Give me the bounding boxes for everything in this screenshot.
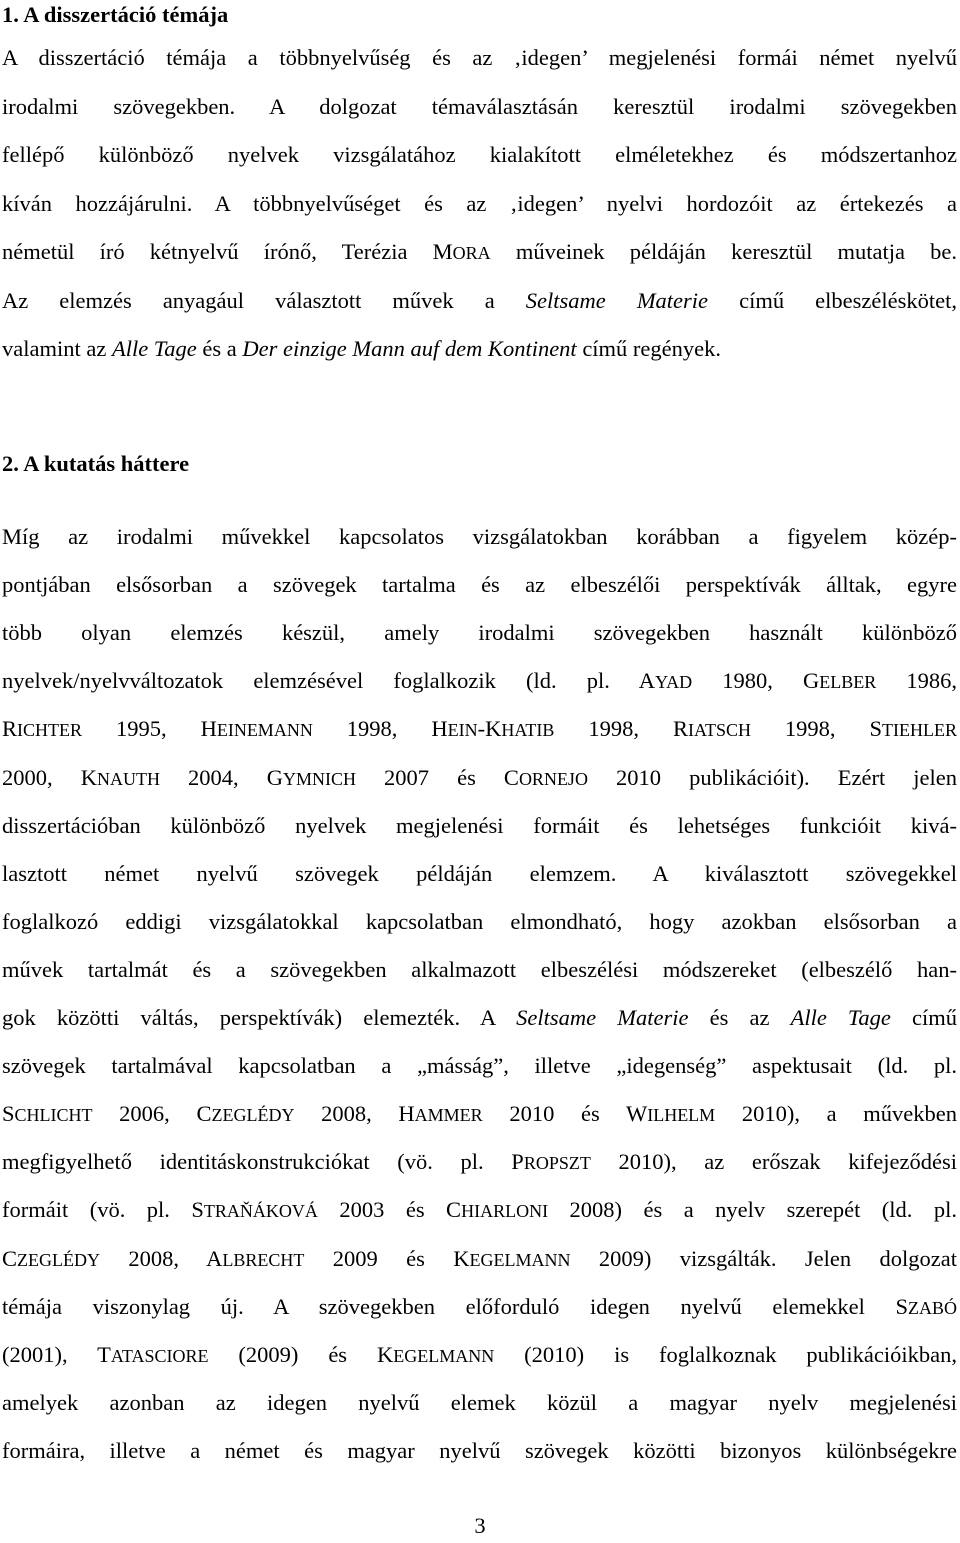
text-line [2, 142, 957, 168]
text-run: 2008, H [294, 1101, 415, 1127]
small-caps-name: TIEHLER [882, 720, 958, 741]
text-line [2, 524, 957, 550]
text-run: 2009) vizsgálták. Jelen dolgozat [570, 1245, 957, 1271]
text-run: témája viszonylag új. A szövegekben előforduló idegen nyelvű elemekkel S [2, 1293, 908, 1319]
small-caps-name: HATIB [501, 720, 555, 741]
text-run: több olyan elemzés készül, amely irodalmi szövegekben használt különböző [2, 620, 957, 646]
small-caps-name: EIN [447, 720, 478, 741]
small-caps-name: ORNEJO [518, 768, 588, 789]
small-caps-name: ZEGLÉDY [211, 1105, 295, 1126]
text-run: pontjában elsősorban a szövegek tartalma és az elbeszélői perspektívák álltak, egyre [2, 572, 957, 598]
text-run: valamint az [2, 336, 112, 361]
text-run: formáit (vö. pl. S [2, 1197, 204, 1223]
small-caps-name: ZABÓ [908, 1297, 957, 1318]
text-line [2, 336, 957, 362]
text-run: 1998, H [312, 716, 448, 742]
small-caps-name: YAD [655, 672, 693, 693]
text-run: kíván hozzájárulni. A többnyelvűséget és az ‚idegen’ nyelvi hordozóit az értekezés a [2, 190, 957, 216]
text-run: és az [688, 1005, 791, 1030]
text-run: formáira, illetve a német és magyar nyelvű szövegek közötti bizonyos különbségekre [2, 1437, 957, 1463]
text-line [2, 239, 957, 266]
text-line [2, 1005, 957, 1031]
text-line [2, 191, 957, 217]
small-caps-name: CHLICHT [14, 1105, 93, 1126]
text-line [2, 909, 957, 935]
text-line [2, 620, 957, 646]
text-line [2, 765, 957, 792]
text-run: irodalmi szövegekben. A dolgozat témaválasztásán keresztül irodalmi szövegekben [2, 93, 957, 119]
small-caps-name: IATSCH [687, 720, 751, 741]
small-caps-name: AMMER [414, 1105, 483, 1126]
italic-title: Seltsame Materie [525, 287, 709, 313]
text-line [2, 861, 957, 887]
small-caps-name: ILHELM [647, 1105, 716, 1126]
text-run: 2008, A [100, 1245, 223, 1271]
text-line [2, 1101, 957, 1128]
text-line [2, 716, 957, 743]
text-run: gok közötti váltás, perspektívák) elemezték. A [2, 1005, 517, 1030]
text-run: megfigyelhető identitáskonstrukciókat (vö. pl. P [2, 1149, 524, 1175]
small-caps-name: EINEMANN [216, 720, 313, 741]
section-2-heading: 2. A kutatás háttere [2, 451, 190, 476]
italic-title: Seltsame Materie [516, 1005, 689, 1030]
text-run: 1998, R [554, 716, 688, 742]
text-run: 1998, S [750, 716, 883, 742]
italic-title: Alle Tage [790, 1005, 891, 1030]
text-line [2, 94, 957, 120]
text-run: (2001), T [2, 1341, 111, 1367]
text-line [2, 813, 957, 839]
text-run: 2003 és C [317, 1197, 462, 1223]
text-run: A disszertáció témája a többnyelvűség és az ‚idegen’ megjelenési formái német nyelvű [2, 45, 957, 70]
text-run: 2010), a művekben [715, 1101, 957, 1127]
small-caps-name: EGELMANN [393, 1345, 495, 1366]
text-run: és a [196, 336, 243, 361]
small-caps-name: HIARLONI [461, 1201, 549, 1222]
text-run: Míg az irodalmi művekkel kapcsolatos vizsgálatokban korábban a figyelem közép- [2, 524, 957, 549]
text-run: (2010) is foglalkoznak publikációikban, [494, 1341, 958, 1367]
text-run: 2010), az erőszak kifejeződési [590, 1149, 957, 1175]
text-run: 2010 publikációit). Ezért jelen [587, 764, 958, 790]
text-run: 2009 és K [304, 1245, 470, 1271]
text-run: (2009) és K [208, 1341, 394, 1367]
text-line [2, 1294, 957, 1321]
text-run: című elbeszéléskötet, [708, 287, 957, 313]
text-line [2, 1438, 957, 1464]
text-run: 2004, G [159, 764, 283, 790]
text-line [2, 572, 957, 598]
text-run: lasztott német nyelvű szövegek példáján elemzem. A kiválasztott szövegekkel [2, 860, 957, 886]
section-1-heading: 1. A disszertáció témája [2, 2, 229, 27]
text-run: Az elemzés anyagául választott művek a [2, 287, 526, 313]
italic-title: Der einzige Mann auf dem Kontinent [242, 336, 577, 361]
text-run: fellépő különböző nyelvek vizsgálatához kialakított elméletekhez és módszertanhoz [2, 142, 957, 167]
text-run: S [2, 1101, 15, 1127]
text-run: művek tartalmát és a szövegekben alkalmazott elbeszélési módszereket (elbeszélő han- [2, 956, 957, 982]
text-run: 2008) és a nyelv szerepét (ld. pl. [548, 1197, 958, 1223]
text-line [2, 1342, 957, 1369]
small-caps-name: ZEGLÉDY [17, 1249, 100, 1270]
small-caps-name: EGELMANN [469, 1249, 571, 1270]
text-run: 1980, G [692, 668, 820, 694]
text-run: című [890, 1005, 957, 1030]
text-run: C [2, 1245, 18, 1271]
text-line [2, 288, 957, 314]
text-line [2, 1390, 957, 1416]
small-caps-name: ELBER [819, 672, 877, 693]
text-run: 2010 és W [482, 1101, 648, 1127]
text-run: R [2, 716, 18, 742]
text-run: 1986, [876, 668, 958, 694]
small-caps-name: TRAŇÁKOVÁ [203, 1201, 318, 1222]
text-run: 2007 és C [355, 764, 519, 790]
text-line [2, 1246, 957, 1273]
page-number: 3 [474, 1513, 486, 1538]
text-line [2, 1149, 957, 1176]
text-run: című regények. [576, 336, 722, 361]
italic-title: Alle Tage [111, 336, 197, 361]
small-caps-name: ATASCIORE [110, 1345, 209, 1366]
text-run: -K [477, 716, 502, 742]
text-run: 2006, C [92, 1101, 212, 1127]
text-line [2, 1053, 957, 1079]
small-caps-name: ORA [452, 243, 491, 263]
small-caps-name: YMNICH [282, 768, 356, 789]
text-run: szövegek tartalmával kapcsolatban a „másság”, illetve „idegenség” aspektusait (ld. pl. [2, 1053, 957, 1079]
text-run: amelyek azonban az idegen nyelvű elemek közül a magyar nyelv megjelenési [2, 1389, 957, 1415]
text-run: németül író kétnyelvű írónő, Terézia M [2, 239, 453, 264]
text-line [2, 1197, 957, 1224]
text-line [2, 45, 957, 71]
text-run: műveinek példáján keresztül mutatja be. [490, 239, 957, 264]
small-caps-name: ICHTER [17, 720, 83, 741]
small-caps-name: NAUTH [96, 768, 160, 789]
small-caps-name: LBRECHT [222, 1249, 305, 1270]
small-caps-name: ROPSZT [523, 1153, 591, 1174]
text-line [2, 957, 957, 983]
text-run: 2000, K [2, 764, 97, 790]
text-run: nyelvek/nyelvváltozatok elemzésével foglalkozik (ld. pl. A [2, 668, 656, 694]
text-run: foglalkozó eddigi vizsgálatokkal kapcsolatban elmondható, hogy azokban elsősorban a [2, 908, 957, 934]
text-run: 1995, H [82, 716, 217, 742]
text-line [2, 668, 957, 695]
text-run: disszertációban különböző nyelvek megjelenési formáit és lehetséges funkcióit kivá- [2, 812, 957, 838]
